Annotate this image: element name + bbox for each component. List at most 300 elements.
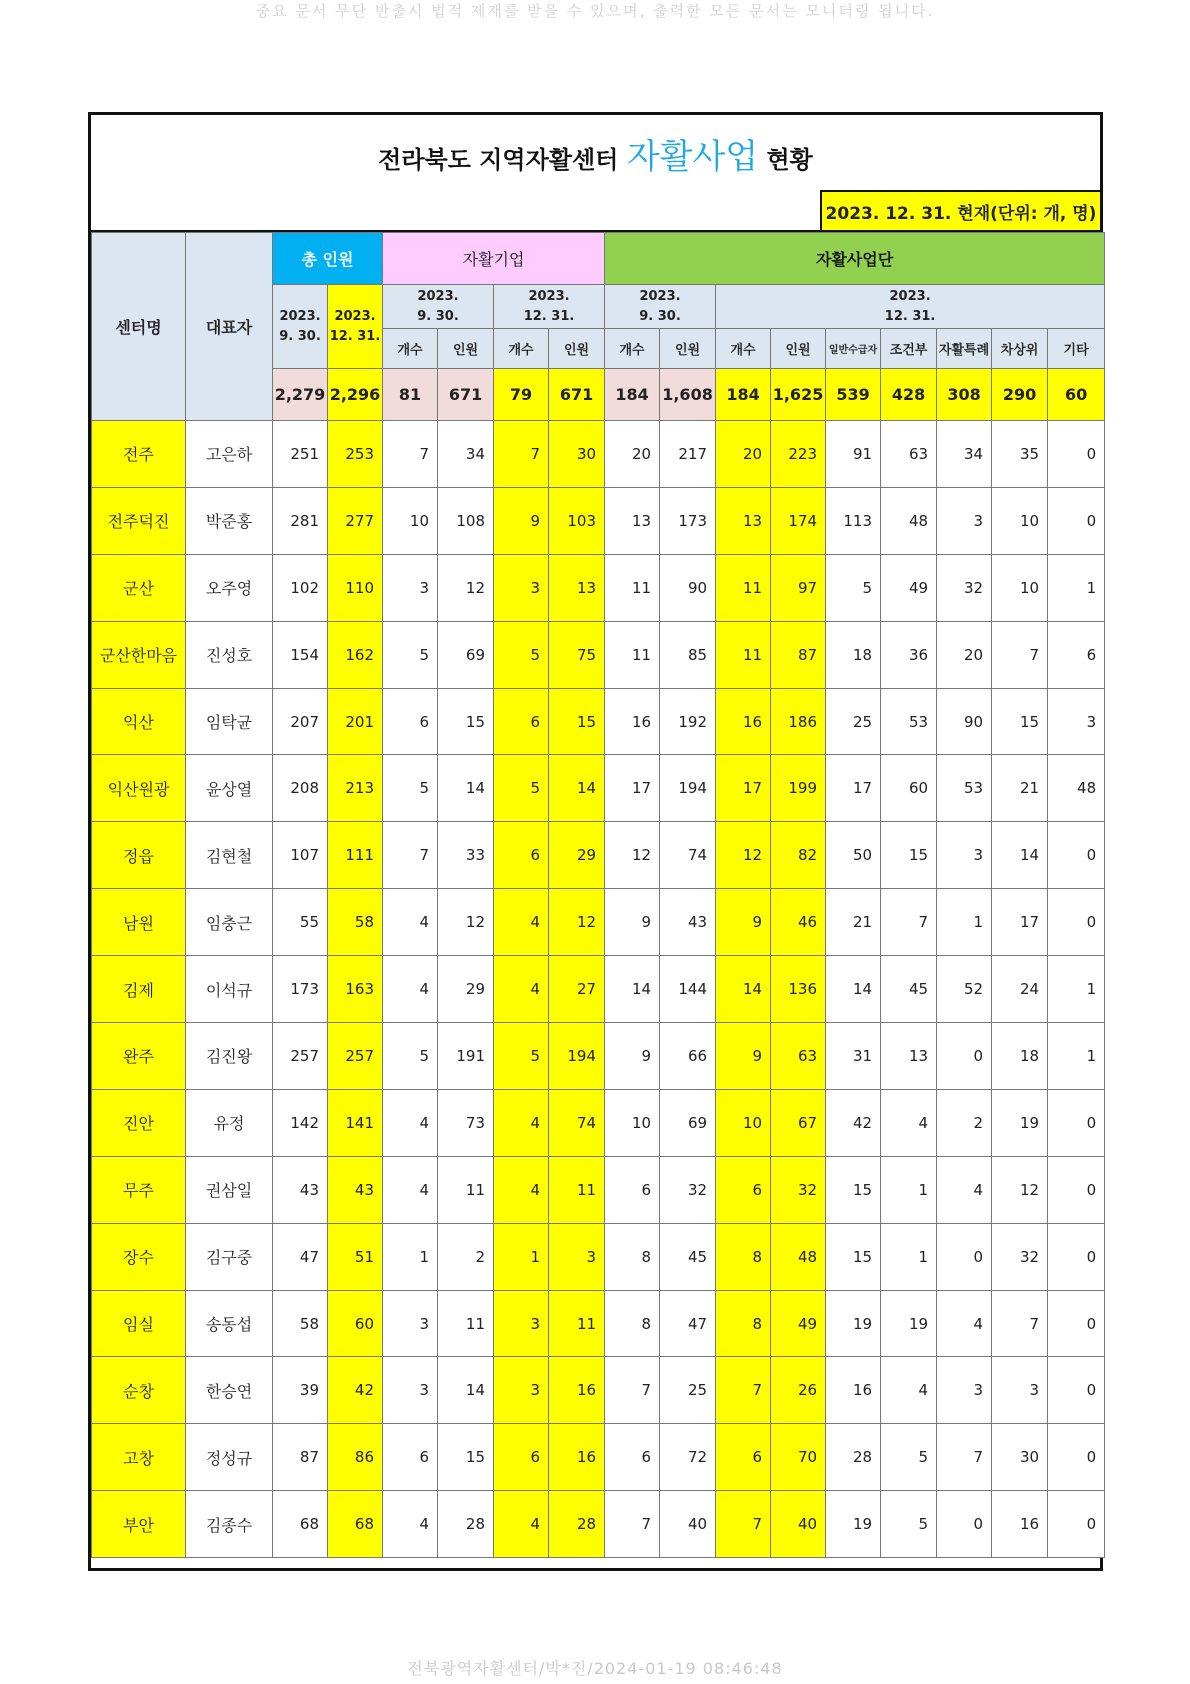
value-cell: 251 bbox=[273, 421, 328, 488]
center-name-cell: 전주 bbox=[92, 421, 186, 488]
value-cell: 0 bbox=[1048, 1223, 1105, 1290]
representative-cell: 이석규 bbox=[186, 956, 273, 1023]
value-cell: 75 bbox=[549, 621, 605, 688]
value-cell: 63 bbox=[771, 1023, 826, 1090]
value-cell: 110 bbox=[328, 554, 383, 621]
table-row bbox=[92, 1089, 1105, 1156]
date-text: 12. 31. bbox=[329, 328, 381, 344]
value-cell: 29 bbox=[438, 956, 494, 1023]
value-cell: 17 bbox=[992, 889, 1048, 956]
value-cell: 5 bbox=[383, 621, 438, 688]
table-row bbox=[92, 621, 1105, 688]
table-row bbox=[92, 1491, 1105, 1558]
title-suffix: 현황 bbox=[758, 146, 813, 174]
value-cell: 6 bbox=[494, 822, 549, 889]
value-cell: 217 bbox=[660, 421, 716, 488]
value-cell: 4 bbox=[881, 1357, 937, 1424]
value-cell: 2 bbox=[937, 1089, 992, 1156]
value-cell: 16 bbox=[826, 1357, 881, 1424]
value-cell: 223 bbox=[771, 421, 826, 488]
value-cell: 52 bbox=[937, 956, 992, 1023]
value-cell: 5 bbox=[383, 1023, 438, 1090]
value-cell: 257 bbox=[328, 1023, 383, 1090]
value-cell: 47 bbox=[273, 1223, 328, 1290]
value-cell: 192 bbox=[660, 688, 716, 755]
value-cell: 21 bbox=[826, 889, 881, 956]
value-cell: 20 bbox=[937, 621, 992, 688]
representative-cell: 진성호 bbox=[186, 621, 273, 688]
table-row bbox=[92, 421, 1105, 488]
value-cell: 48 bbox=[881, 487, 937, 554]
value-cell: 35 bbox=[992, 421, 1048, 488]
value-cell: 15 bbox=[438, 688, 494, 755]
value-cell: 28 bbox=[549, 1491, 605, 1558]
value-cell: 11 bbox=[549, 1156, 605, 1223]
value-cell: 69 bbox=[438, 621, 494, 688]
header-enterprise: 자활기업 bbox=[383, 233, 605, 285]
value-cell: 12 bbox=[605, 822, 660, 889]
table-row bbox=[92, 1357, 1105, 1424]
value-cell: 6 bbox=[716, 1156, 771, 1223]
value-cell: 0 bbox=[1048, 889, 1105, 956]
header-people: 인원 bbox=[660, 329, 716, 369]
value-cell: 11 bbox=[438, 1290, 494, 1357]
value-cell: 7 bbox=[992, 1290, 1048, 1357]
value-cell: 20 bbox=[716, 421, 771, 488]
value-cell: 12 bbox=[992, 1156, 1048, 1223]
value-cell: 18 bbox=[992, 1023, 1048, 1090]
value-cell: 0 bbox=[937, 1223, 992, 1290]
value-cell: 74 bbox=[660, 822, 716, 889]
value-cell: 4 bbox=[383, 1156, 438, 1223]
representative-cell: 오주영 bbox=[186, 554, 273, 621]
value-cell: 11 bbox=[438, 1156, 494, 1223]
value-cell: 6 bbox=[716, 1424, 771, 1491]
value-cell: 19 bbox=[992, 1089, 1048, 1156]
center-name-cell: 완주 bbox=[92, 1023, 186, 1090]
value-cell: 49 bbox=[881, 554, 937, 621]
value-cell: 8 bbox=[716, 1223, 771, 1290]
value-cell: 8 bbox=[716, 1290, 771, 1357]
value-cell: 85 bbox=[660, 621, 716, 688]
table-row bbox=[92, 889, 1105, 956]
value-cell: 15 bbox=[549, 688, 605, 755]
header-general: 일반수급자 bbox=[826, 329, 881, 369]
value-cell: 82 bbox=[771, 822, 826, 889]
year-text: 2023. bbox=[279, 308, 321, 324]
total-cell: 2,279 bbox=[273, 369, 328, 421]
value-cell: 46 bbox=[771, 889, 826, 956]
value-cell: 10 bbox=[605, 1089, 660, 1156]
table-row bbox=[92, 487, 1105, 554]
center-name-cell: 전주덕진 bbox=[92, 487, 186, 554]
value-cell: 4 bbox=[383, 889, 438, 956]
value-cell: 3 bbox=[937, 1357, 992, 1424]
value-cell: 47 bbox=[660, 1290, 716, 1357]
representative-cell: 임충근 bbox=[186, 889, 273, 956]
year-text: 2023. bbox=[528, 288, 570, 304]
header-special: 자활특례 bbox=[937, 329, 992, 369]
total-cell: 671 bbox=[438, 369, 494, 421]
date-text: 12. 31. bbox=[523, 308, 575, 324]
header-people: 인원 bbox=[549, 329, 605, 369]
representative-cell: 권삼일 bbox=[186, 1156, 273, 1223]
value-cell: 29 bbox=[549, 822, 605, 889]
table-row bbox=[92, 956, 1105, 1023]
value-cell: 26 bbox=[771, 1357, 826, 1424]
center-name-cell: 장수 bbox=[92, 1223, 186, 1290]
value-cell: 11 bbox=[716, 554, 771, 621]
value-cell: 67 bbox=[771, 1089, 826, 1156]
value-cell: 10 bbox=[383, 487, 438, 554]
value-cell: 53 bbox=[937, 755, 992, 822]
value-cell: 5 bbox=[494, 1023, 549, 1090]
value-cell: 70 bbox=[771, 1424, 826, 1491]
value-cell: 0 bbox=[937, 1491, 992, 1558]
total-cell: 671 bbox=[549, 369, 605, 421]
representative-cell: 정성규 bbox=[186, 1424, 273, 1491]
value-cell: 163 bbox=[328, 956, 383, 1023]
value-cell: 30 bbox=[549, 421, 605, 488]
value-cell: 6 bbox=[494, 688, 549, 755]
value-cell: 3 bbox=[383, 1357, 438, 1424]
value-cell: 141 bbox=[328, 1089, 383, 1156]
value-cell: 25 bbox=[660, 1357, 716, 1424]
value-cell: 15 bbox=[881, 822, 937, 889]
value-cell: 107 bbox=[273, 822, 328, 889]
value-cell: 1 bbox=[881, 1156, 937, 1223]
value-cell: 103 bbox=[549, 487, 605, 554]
value-cell: 14 bbox=[438, 755, 494, 822]
status-table bbox=[91, 232, 1105, 1558]
value-cell: 7 bbox=[716, 1491, 771, 1558]
header-other: 기타 bbox=[1048, 329, 1105, 369]
value-cell: 68 bbox=[328, 1491, 383, 1558]
header-total: 총 인원 bbox=[273, 233, 383, 285]
value-cell: 14 bbox=[549, 755, 605, 822]
value-cell: 0 bbox=[937, 1023, 992, 1090]
center-name-cell: 진안 bbox=[92, 1089, 186, 1156]
value-cell: 12 bbox=[438, 554, 494, 621]
value-cell: 21 bbox=[992, 755, 1048, 822]
date-text: 9. 30. bbox=[279, 328, 321, 344]
center-name-cell: 익산원광 bbox=[92, 755, 186, 822]
value-cell: 12 bbox=[549, 889, 605, 956]
center-name-cell: 군산 bbox=[92, 554, 186, 621]
value-cell: 144 bbox=[660, 956, 716, 1023]
page-title bbox=[91, 129, 1100, 178]
value-cell: 7 bbox=[716, 1357, 771, 1424]
header-biz-dec bbox=[716, 285, 1105, 329]
value-cell: 0 bbox=[1048, 421, 1105, 488]
center-name-cell: 정읍 bbox=[92, 822, 186, 889]
value-cell: 34 bbox=[937, 421, 992, 488]
value-cell: 208 bbox=[273, 755, 328, 822]
value-cell: 8 bbox=[605, 1223, 660, 1290]
representative-cell: 김구중 bbox=[186, 1223, 273, 1290]
value-cell: 16 bbox=[716, 688, 771, 755]
table-row bbox=[92, 755, 1105, 822]
header-people: 인원 bbox=[771, 329, 826, 369]
value-cell: 0 bbox=[1048, 1491, 1105, 1558]
value-cell: 0 bbox=[1048, 1156, 1105, 1223]
table-row bbox=[92, 822, 1105, 889]
value-cell: 74 bbox=[549, 1089, 605, 1156]
header-people: 인원 bbox=[438, 329, 494, 369]
value-cell: 45 bbox=[660, 1223, 716, 1290]
representative-cell: 김진왕 bbox=[186, 1023, 273, 1090]
value-cell: 28 bbox=[438, 1491, 494, 1558]
value-cell: 27 bbox=[549, 956, 605, 1023]
value-cell: 4 bbox=[494, 1089, 549, 1156]
value-cell: 4 bbox=[383, 1089, 438, 1156]
value-cell: 45 bbox=[881, 956, 937, 1023]
value-cell: 162 bbox=[328, 621, 383, 688]
value-cell: 73 bbox=[438, 1089, 494, 1156]
value-cell: 10 bbox=[992, 487, 1048, 554]
header-center: 센터명 bbox=[92, 233, 186, 421]
value-cell: 0 bbox=[1048, 1089, 1105, 1156]
representative-cell: 송동섭 bbox=[186, 1290, 273, 1357]
representative-cell: 한승연 bbox=[186, 1357, 273, 1424]
value-cell: 0 bbox=[1048, 822, 1105, 889]
header-count: 개수 bbox=[605, 329, 660, 369]
date-text: 9. 30. bbox=[417, 308, 459, 324]
value-cell: 42 bbox=[826, 1089, 881, 1156]
value-cell: 4 bbox=[494, 1156, 549, 1223]
value-cell: 3 bbox=[494, 554, 549, 621]
value-cell: 6 bbox=[605, 1156, 660, 1223]
total-cell: 81 bbox=[383, 369, 438, 421]
value-cell: 19 bbox=[826, 1290, 881, 1357]
value-cell: 19 bbox=[826, 1491, 881, 1558]
value-cell: 186 bbox=[771, 688, 826, 755]
value-cell: 97 bbox=[771, 554, 826, 621]
header-conditional: 조건부 bbox=[881, 329, 937, 369]
value-cell: 173 bbox=[273, 956, 328, 1023]
value-cell: 3 bbox=[383, 554, 438, 621]
value-cell: 16 bbox=[549, 1424, 605, 1491]
value-cell: 5 bbox=[881, 1491, 937, 1558]
value-cell: 1 bbox=[1048, 554, 1105, 621]
header-ent-dec bbox=[494, 285, 605, 329]
value-cell: 14 bbox=[605, 956, 660, 1023]
value-cell: 0 bbox=[1048, 487, 1105, 554]
value-cell: 7 bbox=[937, 1424, 992, 1491]
value-cell: 14 bbox=[992, 822, 1048, 889]
header-ent-sep bbox=[383, 285, 494, 329]
value-cell: 48 bbox=[1048, 755, 1105, 822]
header-nextlevel: 차상위 bbox=[992, 329, 1048, 369]
value-cell: 50 bbox=[826, 822, 881, 889]
year-text: 2023. bbox=[889, 288, 931, 304]
title-area bbox=[91, 115, 1100, 232]
value-cell: 257 bbox=[273, 1023, 328, 1090]
value-cell: 90 bbox=[660, 554, 716, 621]
title-highlight: 자활사업 bbox=[626, 137, 759, 177]
value-cell: 3 bbox=[383, 1290, 438, 1357]
table-row bbox=[92, 1290, 1105, 1357]
representative-cell: 고은하 bbox=[186, 421, 273, 488]
value-cell: 4 bbox=[937, 1156, 992, 1223]
value-cell: 36 bbox=[881, 621, 937, 688]
value-cell: 48 bbox=[771, 1223, 826, 1290]
value-cell: 5 bbox=[383, 755, 438, 822]
total-cell: 79 bbox=[494, 369, 549, 421]
value-cell: 194 bbox=[660, 755, 716, 822]
representative-cell: 임탁균 bbox=[186, 688, 273, 755]
value-cell: 10 bbox=[716, 1089, 771, 1156]
value-cell: 17 bbox=[716, 755, 771, 822]
value-cell: 5 bbox=[494, 621, 549, 688]
value-cell: 113 bbox=[826, 487, 881, 554]
as-of-badge: 2023. 12. 31. 현재(단위: 개, 명) bbox=[820, 190, 1100, 230]
value-cell: 13 bbox=[716, 487, 771, 554]
value-cell: 173 bbox=[660, 487, 716, 554]
value-cell: 207 bbox=[273, 688, 328, 755]
value-cell: 5 bbox=[826, 554, 881, 621]
header-total-dec bbox=[328, 285, 383, 369]
value-cell: 43 bbox=[660, 889, 716, 956]
value-cell: 16 bbox=[549, 1357, 605, 1424]
value-cell: 63 bbox=[881, 421, 937, 488]
value-cell: 18 bbox=[826, 621, 881, 688]
header-business: 자활사업단 bbox=[605, 233, 1105, 285]
representative-cell: 유정 bbox=[186, 1089, 273, 1156]
total-cell: 184 bbox=[716, 369, 771, 421]
value-cell: 14 bbox=[716, 956, 771, 1023]
value-cell: 25 bbox=[826, 688, 881, 755]
representative-cell: 윤상열 bbox=[186, 755, 273, 822]
value-cell: 33 bbox=[438, 822, 494, 889]
value-cell: 9 bbox=[716, 1023, 771, 1090]
value-cell: 3 bbox=[549, 1223, 605, 1290]
value-cell: 42 bbox=[328, 1357, 383, 1424]
value-cell: 66 bbox=[660, 1023, 716, 1090]
representative-cell: 김현철 bbox=[186, 822, 273, 889]
value-cell: 9 bbox=[605, 1023, 660, 1090]
header-biz-sep bbox=[605, 285, 716, 329]
value-cell: 1 bbox=[1048, 1023, 1105, 1090]
value-cell: 7 bbox=[605, 1491, 660, 1558]
value-cell: 4 bbox=[494, 1491, 549, 1558]
value-cell: 17 bbox=[826, 755, 881, 822]
value-cell: 108 bbox=[438, 487, 494, 554]
value-cell: 1 bbox=[937, 889, 992, 956]
value-cell: 55 bbox=[273, 889, 328, 956]
value-cell: 6 bbox=[605, 1424, 660, 1491]
center-name-cell: 임실 bbox=[92, 1290, 186, 1357]
value-cell: 7 bbox=[383, 421, 438, 488]
value-cell: 6 bbox=[1048, 621, 1105, 688]
value-cell: 15 bbox=[826, 1156, 881, 1223]
header-total-sep bbox=[273, 285, 328, 369]
value-cell: 7 bbox=[383, 822, 438, 889]
value-cell: 3 bbox=[494, 1357, 549, 1424]
watermark-top: 중요 문서 무단 반출시 법적 제재를 받을 수 있으며, 출력한 모든 문서는 모니터링 됩니다. bbox=[255, 2, 935, 20]
value-cell: 32 bbox=[660, 1156, 716, 1223]
total-cell: 428 bbox=[881, 369, 937, 421]
value-cell: 3 bbox=[937, 822, 992, 889]
value-cell: 3 bbox=[1048, 688, 1105, 755]
value-cell: 277 bbox=[328, 487, 383, 554]
value-cell: 30 bbox=[992, 1424, 1048, 1491]
value-cell: 10 bbox=[992, 554, 1048, 621]
value-cell: 11 bbox=[716, 621, 771, 688]
table-row bbox=[92, 1156, 1105, 1223]
date-text: 12. 31. bbox=[884, 308, 936, 324]
center-name-cell: 부안 bbox=[92, 1491, 186, 1558]
table-row bbox=[92, 1023, 1105, 1090]
header-rep: 대표자 bbox=[186, 233, 273, 421]
value-cell: 4 bbox=[383, 1491, 438, 1558]
value-cell: 3 bbox=[937, 487, 992, 554]
value-cell: 17 bbox=[605, 755, 660, 822]
value-cell: 1 bbox=[1048, 956, 1105, 1023]
total-cell: 308 bbox=[937, 369, 992, 421]
value-cell: 14 bbox=[438, 1357, 494, 1424]
value-cell: 11 bbox=[549, 1290, 605, 1357]
value-cell: 9 bbox=[605, 889, 660, 956]
value-cell: 87 bbox=[273, 1424, 328, 1491]
value-cell: 213 bbox=[328, 755, 383, 822]
total-cell: 2,296 bbox=[328, 369, 383, 421]
value-cell: 91 bbox=[826, 421, 881, 488]
value-cell: 2 bbox=[438, 1223, 494, 1290]
value-cell: 199 bbox=[771, 755, 826, 822]
value-cell: 191 bbox=[438, 1023, 494, 1090]
total-cell: 1,625 bbox=[771, 369, 826, 421]
value-cell: 1 bbox=[494, 1223, 549, 1290]
value-cell: 12 bbox=[438, 889, 494, 956]
header-count: 개수 bbox=[494, 329, 549, 369]
value-cell: 49 bbox=[771, 1290, 826, 1357]
value-cell: 201 bbox=[328, 688, 383, 755]
value-cell: 58 bbox=[328, 889, 383, 956]
total-cell: 1,608 bbox=[660, 369, 716, 421]
value-cell: 90 bbox=[937, 688, 992, 755]
value-cell: 9 bbox=[494, 487, 549, 554]
table-row bbox=[92, 1424, 1105, 1491]
value-cell: 86 bbox=[328, 1424, 383, 1491]
value-cell: 6 bbox=[383, 688, 438, 755]
value-cell: 60 bbox=[328, 1290, 383, 1357]
center-name-cell: 고창 bbox=[92, 1424, 186, 1491]
value-cell: 60 bbox=[881, 755, 937, 822]
total-cell: 60 bbox=[1048, 369, 1105, 421]
title-prefix: 전라북도 지역자활센터 bbox=[378, 146, 627, 174]
value-cell: 15 bbox=[826, 1223, 881, 1290]
value-cell: 4 bbox=[881, 1089, 937, 1156]
value-cell: 13 bbox=[549, 554, 605, 621]
center-name-cell: 익산 bbox=[92, 688, 186, 755]
year-text: 2023. bbox=[639, 288, 681, 304]
value-cell: 87 bbox=[771, 621, 826, 688]
date-text: 9. 30. bbox=[639, 308, 681, 324]
value-cell: 3 bbox=[494, 1290, 549, 1357]
value-cell: 5 bbox=[881, 1424, 937, 1491]
value-cell: 13 bbox=[881, 1023, 937, 1090]
value-cell: 72 bbox=[660, 1424, 716, 1491]
value-cell: 11 bbox=[605, 554, 660, 621]
value-cell: 253 bbox=[328, 421, 383, 488]
value-cell: 4 bbox=[494, 956, 549, 1023]
value-cell: 4 bbox=[494, 889, 549, 956]
representative-cell: 김종수 bbox=[186, 1491, 273, 1558]
value-cell: 7 bbox=[494, 421, 549, 488]
value-cell: 142 bbox=[273, 1089, 328, 1156]
value-cell: 154 bbox=[273, 621, 328, 688]
